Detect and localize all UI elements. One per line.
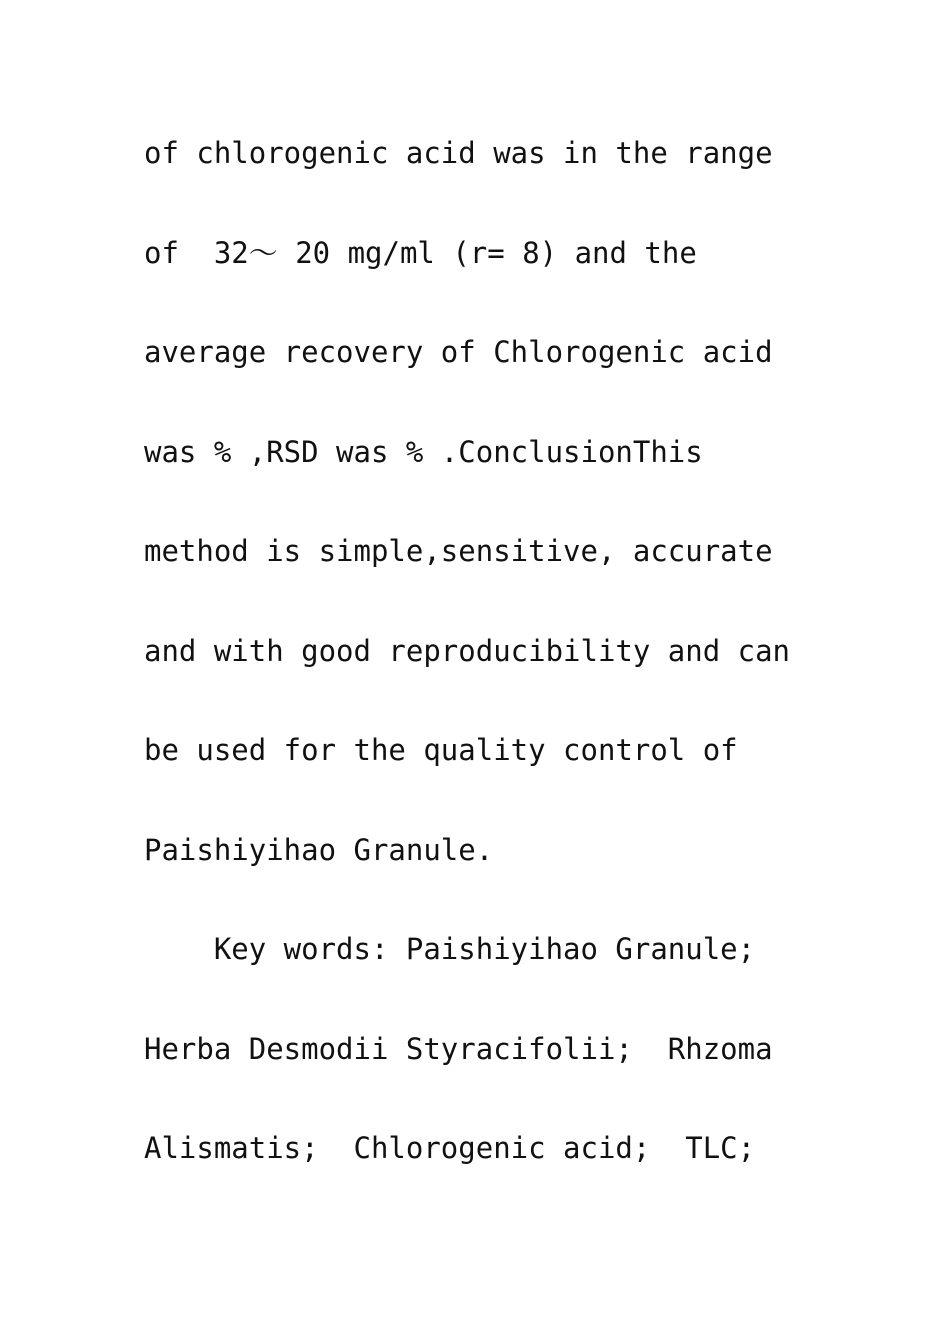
text-line: was % ,RSD was % .ConclusionThis bbox=[144, 434, 703, 469]
keywords-line: Key words: Paishiyihao Granule; bbox=[144, 932, 756, 966]
keywords-line: Alismatis; Chlorogenic acid; TLC; bbox=[144, 1131, 756, 1165]
text-line: and with good reproducibility and can bbox=[144, 633, 791, 668]
text-line: of chlorogenic acid was in the range bbox=[144, 136, 773, 170]
text-line: average recovery of Chlorogenic acid bbox=[144, 335, 773, 369]
keywords-line: Herba Desmodii Styracifolii; Rhzoma bbox=[144, 1031, 773, 1066]
text-line: of 32～ 20 mg/ml (r= 8) and the bbox=[144, 235, 697, 270]
abstract-text bbox=[144, 131, 824, 1226]
text-line: be used for the quality control of bbox=[144, 733, 738, 767]
text-line: method is simple,sensitive, accurate bbox=[144, 534, 773, 568]
text-line: Paishiyihao Granule. bbox=[144, 832, 494, 867]
